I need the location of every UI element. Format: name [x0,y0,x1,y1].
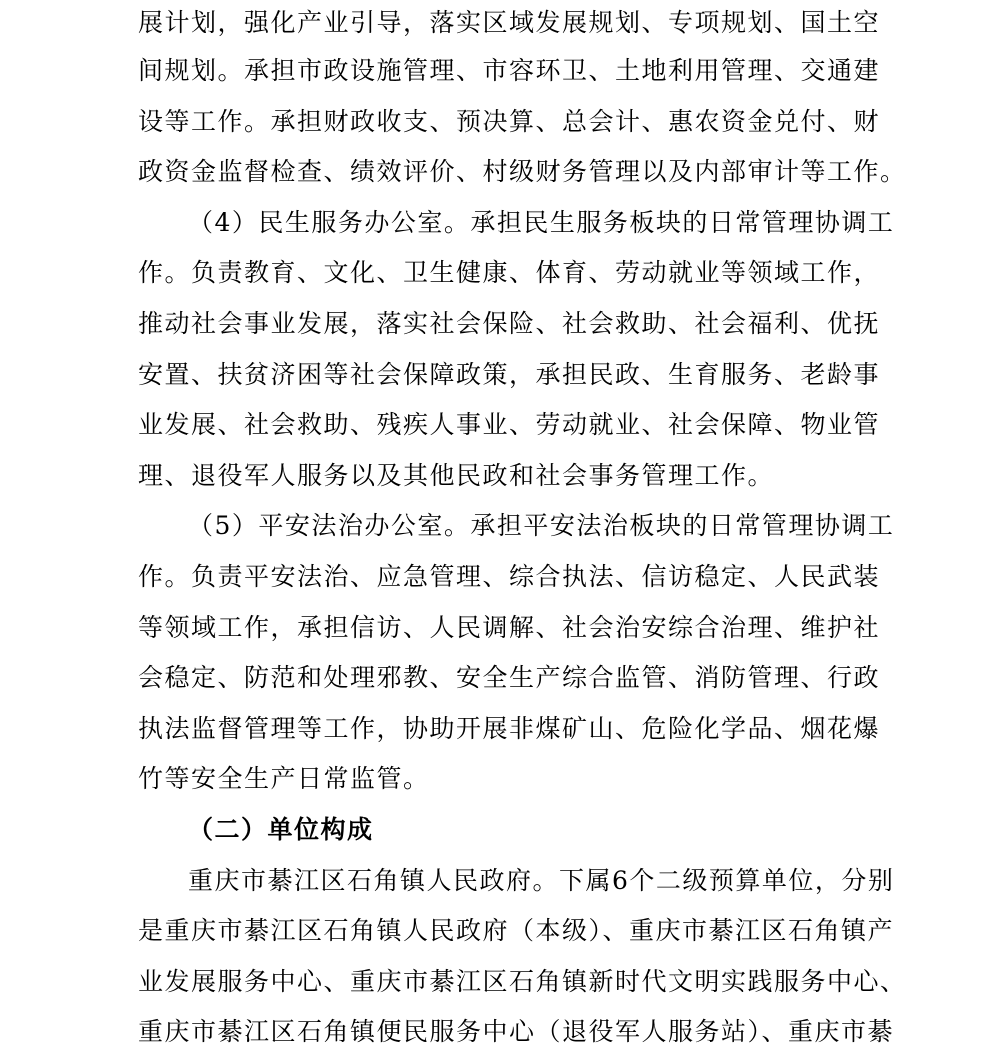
paragraph-safety-law-office [138,501,895,805]
text-line: 竹等安全生产日常监管。 [138,764,430,794]
text-line: （4）民生服务办公室。承担民生服务板块的日常管理协调工 [188,207,895,237]
text-line: 是重庆市綦江区石角镇人民政府（本级）、重庆市綦江区石角镇产 [138,916,895,946]
text-line: 执法监督管理等工作，协助开展非煤矿山、危险化学品、烟花爆 [138,713,881,743]
text-line: 间规划。承担市政设施管理、市容环卫、土地利用管理、交通建 [138,56,881,85]
text-line: 推动社会事业发展，落实社会保险、社会救助、社会福利、优抚 [138,308,881,338]
text-line: 设等工作。承担财政收支、预决算、总会计、惠农资金兑付、财 [138,106,881,136]
paragraph-planning-finance-continued [138,0,907,198]
text-line: 作。负责平安法治、应急管理、综合执法、信访稳定、人民武装 [138,561,881,591]
text-line: 重庆市綦江区石角镇人民政府。下属6个二级预算单位，分别 [188,865,895,895]
text-line: 作。负责教育、文化、卫生健康、体育、劳动就业等领域工作， [138,258,881,288]
text-line: 理、退役军人服务以及其他民政和社会事务管理工作。 [138,460,775,490]
text-line: 重庆市綦江区石角镇便民服务中心（退役军人服务站）、重庆市綦 [138,1017,895,1047]
text-line: （5）平安法治办公室。承担平安法治板块的日常管理协调工 [188,511,895,541]
paragraph-unit-composition [138,856,907,1058]
text-line: 展计划，强化产业引导，落实区域发展规划、专项规划、国土空 [138,8,881,37]
text-line: 等领域工作，承担信访、人民调解、社会治安综合治理、维护社 [138,612,881,642]
text-line: 业发展、社会救助、残疾人事业、劳动就业、社会保障、物业管 [138,410,881,440]
section-heading: （二）单位构成 [188,814,374,844]
text-line: 业发展服务中心、重庆市綦江区石角镇新时代文明实践服务中心、 [138,966,907,996]
text-line: 安置、扶贫济困等社会保障政策，承担民政、生育服务、老龄事 [138,359,881,389]
text-line: 政资金监督检查、绩效评价、村级财务管理以及内部审计等工作。 [138,157,907,187]
document-body [138,0,907,1058]
paragraph-livelihood-office [138,198,895,502]
text-line: 会稳定、防范和处理邪教、安全生产综合监管、消防管理、行政 [138,663,881,693]
heading-unit-composition [138,805,878,856]
